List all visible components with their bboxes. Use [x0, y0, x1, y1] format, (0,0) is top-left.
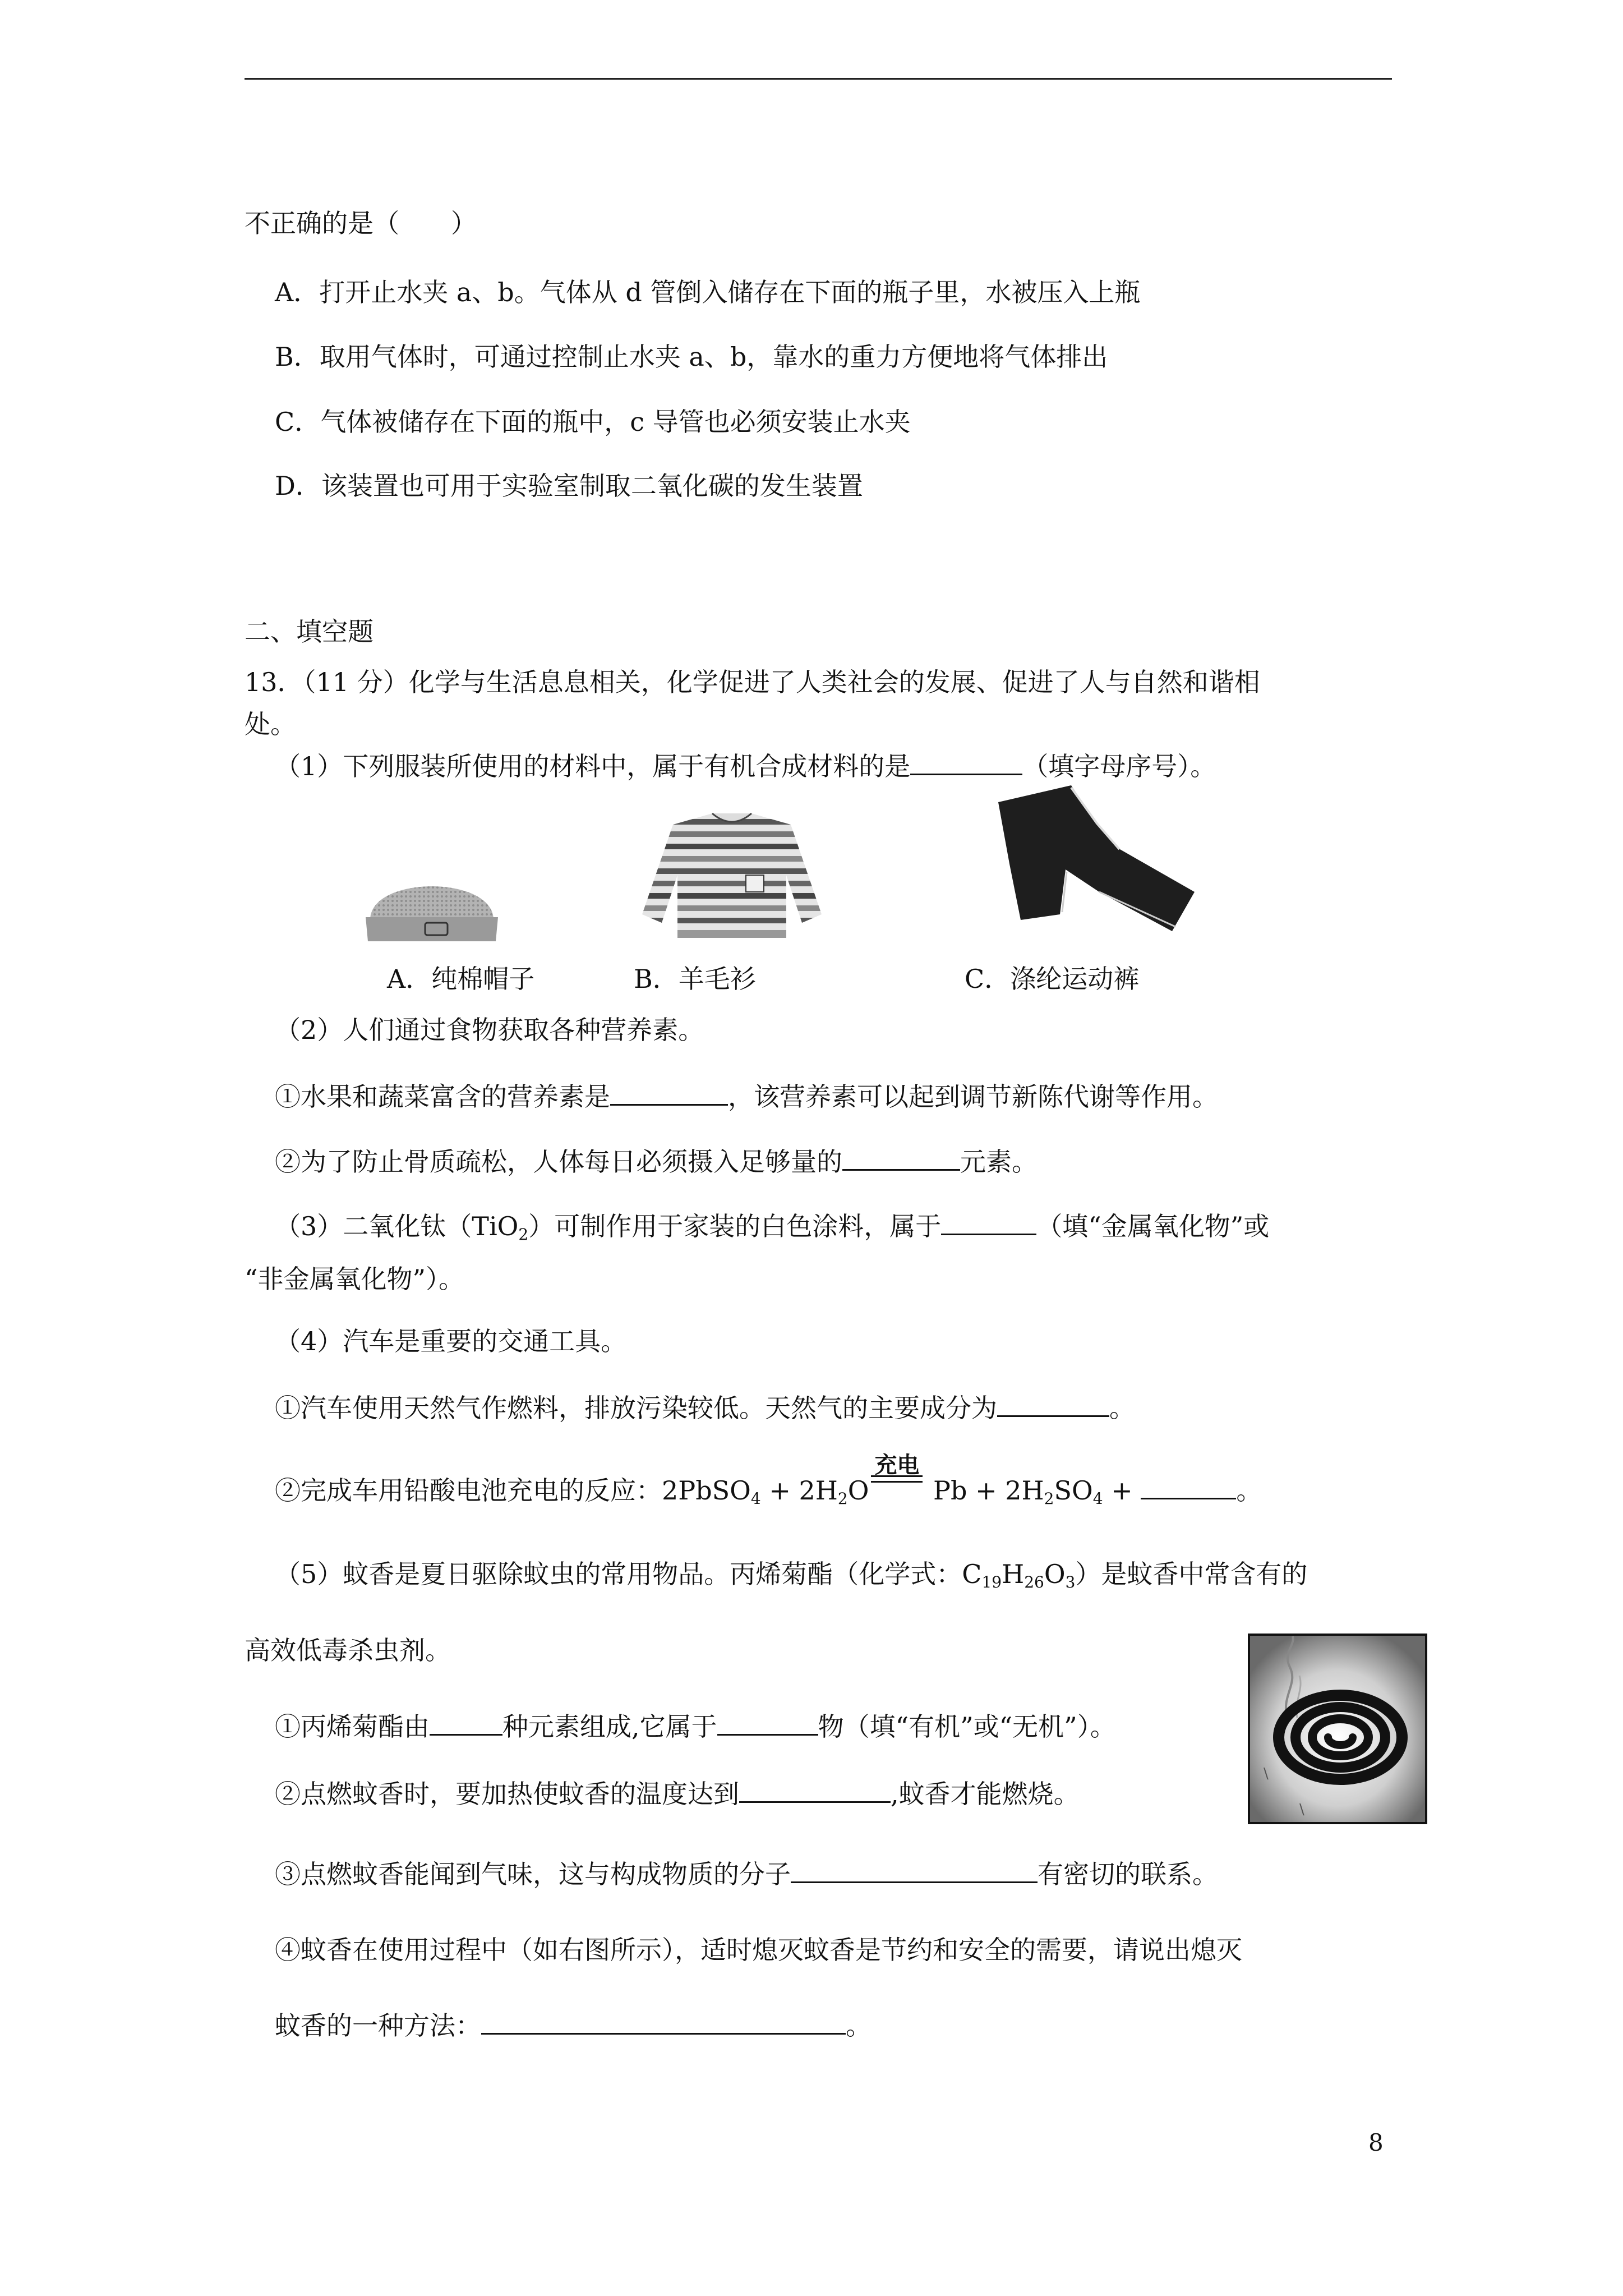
q13-part5-sub4-text-end: 。	[846, 2010, 872, 2041]
image-label-b: B．羊毛衫	[634, 964, 756, 994]
answer-blank[interactable]	[997, 1391, 1109, 1417]
header-rule	[245, 78, 1392, 80]
q13-part3-line2: “非金属氧化物”）。	[245, 1264, 465, 1294]
q13-stem-line1: 13．（11 分）化学与生活息息相关，化学促进了人类社会的发展、促进了人与自然和谐相	[245, 667, 1260, 697]
equation-text: Pb + 2H	[925, 1475, 1044, 1506]
answer-blank[interactable]	[791, 1857, 1038, 1883]
q13-part2-head: （2）人们通过食物获取各种营养素。	[275, 1015, 704, 1045]
q13-part4-sub1-text: ①汽车使用天然气作燃料，排放污染较低。天然气的主要成分为	[275, 1393, 997, 1423]
q13-part5-sub4-line2	[275, 2008, 872, 2042]
q13-part1-text-end: （填字母序号）。	[1022, 751, 1216, 781]
q13-part2-sub1-text: ①水果和蔬菜富含的营养素是	[275, 1082, 610, 1112]
equals-bar-bottom	[871, 1481, 923, 1483]
formula-text: O	[1044, 1559, 1066, 1589]
subscript: 2	[518, 1225, 529, 1244]
q13-part5-sub1-text-end: 物（填“有机”或“无机”）。	[818, 1711, 1116, 1742]
q13-part5-sub2-text: ②点燃蚊香时，要加热使蚊香的温度达到	[275, 1779, 739, 1809]
subscript: 4	[1092, 1489, 1103, 1508]
q13-part1	[275, 749, 1216, 783]
answer-blank[interactable]	[739, 1777, 891, 1803]
q13-part5-sub1-text-mid: 种元素组成,它属于	[502, 1711, 717, 1742]
q13-part5-sub4-line1: ④蚊香在使用过程中（如右图所示），适时熄灭蚊香是节约和安全的需要，请说出熄灭	[275, 1935, 1242, 1965]
q13-part2-sub2-text-end: 元素。	[960, 1147, 1038, 1177]
q13-part4-sub1-text-end: 。	[1109, 1393, 1135, 1423]
equation-text-end: 。	[1236, 1475, 1262, 1506]
q13-part5-sub3-text: ③点燃蚊香能闻到气味，这与构成物质的分子	[275, 1859, 791, 1889]
answer-blank[interactable]	[910, 749, 1022, 775]
formula-text: H	[1002, 1559, 1025, 1589]
q13-part5-text-end: ）是蚊香中常含有的	[1075, 1559, 1308, 1589]
equation-text: + 2H	[760, 1475, 838, 1506]
q13-part5-sub3-text-end: 有密切的联系。	[1038, 1859, 1218, 1889]
equation-text: SO	[1054, 1475, 1093, 1506]
svg-text:\: \	[1264, 1765, 1269, 1782]
polyester-pants-image	[987, 780, 1200, 948]
image-label-a: A．纯棉帽子	[387, 964, 535, 994]
q13-part3-text-end: （填“金属氧化物”或	[1036, 1211, 1270, 1241]
q13-part3-text: （3）二氧化钛（TiO	[275, 1211, 519, 1241]
q13-part5-line2: 高效低毒杀虫剂。	[245, 1635, 451, 1665]
q12-option-a: A．打开止水夹 a、b。气体从 d 管倒入储存在下面的瓶子里，水被压入上瓶	[275, 277, 1141, 307]
q13-part5-sub2	[275, 1777, 1080, 1811]
subscript: 2	[1044, 1489, 1054, 1508]
subscript: 19	[981, 1573, 1002, 1591]
q13-part2-sub2	[275, 1144, 1038, 1179]
q12-option-c: C．气体被储存在下面的瓶中，c 导管也必须安装止水夹	[275, 407, 911, 437]
q13-part5-line1	[275, 1557, 1307, 1591]
q13-part5-sub1	[275, 1709, 1116, 1743]
answer-blank[interactable]	[842, 1144, 960, 1171]
q12-option-b: B．取用气体时，可通过控制止水夹 a、b，靠水的重力方便地将气体排出	[275, 342, 1108, 372]
q13-part3-text-mid: ）可制作用于家装的白色涂料，属于	[528, 1211, 942, 1241]
q13-part1-text: （1）下列服装所使用的材料中，属于有机合成材料的是	[275, 751, 911, 781]
q13-part5-sub2-text-end: ,蚊香才能燃烧。	[891, 1779, 1080, 1809]
equation-text: +	[1103, 1475, 1141, 1506]
answer-blank[interactable]	[717, 1709, 818, 1736]
q13-part5-sub4-text: 蚊香的一种方法：	[275, 2010, 481, 2041]
image-label-c: C．涤纶运动裤	[965, 964, 1140, 994]
page-number: 8	[1368, 2129, 1384, 2156]
reaction-condition-label: 充电	[874, 1452, 920, 1478]
answer-blank[interactable]	[941, 1209, 1036, 1235]
answer-blank[interactable]	[610, 1079, 728, 1106]
subscript: 26	[1024, 1573, 1044, 1591]
section-title: 二、填空题	[245, 616, 374, 647]
wool-sweater-image	[639, 808, 824, 942]
q13-part2-sub2-text: ②为了防止骨质疏松，人体每日必须摄入足够量的	[275, 1147, 842, 1177]
answer-blank[interactable]	[1141, 1473, 1236, 1499]
q13-stem-line2: 处。	[245, 709, 296, 739]
subscript: 4	[750, 1489, 761, 1508]
q13-part4-head: （4）汽车是重要的交通工具。	[275, 1326, 627, 1356]
q12-stem: 不正确的是（ ）	[245, 208, 477, 238]
q13-part5-sub1-text: ①丙烯菊酯由	[275, 1711, 430, 1742]
answer-blank[interactable]	[430, 1709, 502, 1736]
equals-bar-top	[871, 1475, 923, 1477]
equation-text: ②完成车用铅酸电池充电的反应：2PbSO	[275, 1475, 751, 1506]
mosquito-coil-image	[1248, 1634, 1427, 1824]
q13-part2-sub1	[275, 1079, 1218, 1114]
q13-part2-sub1-text-end: ，该营养素可以起到调节新陈代谢等作用。	[728, 1082, 1218, 1112]
q13-part5-text: （5）蚊香是夏日驱除蚊虫的常用物品。丙烯菊酯（化学式：C	[275, 1559, 982, 1589]
q13-part4-sub1	[275, 1391, 1135, 1425]
reaction-condition	[869, 1452, 925, 1507]
svg-text:\: \	[1299, 1801, 1304, 1818]
q13-part4-sub2	[275, 1452, 1262, 1508]
subscript: 3	[1065, 1573, 1076, 1591]
cotton-hat-image	[359, 858, 505, 948]
q13-part5-sub3	[275, 1857, 1218, 1891]
q13-part3	[275, 1209, 1269, 1243]
subscript: 2	[837, 1489, 848, 1508]
answer-blank[interactable]	[481, 2008, 846, 2035]
equation-text: O	[847, 1475, 869, 1506]
q12-option-d: D．该装置也可用于实验室制取二氧化碳的发生装置	[275, 471, 863, 501]
